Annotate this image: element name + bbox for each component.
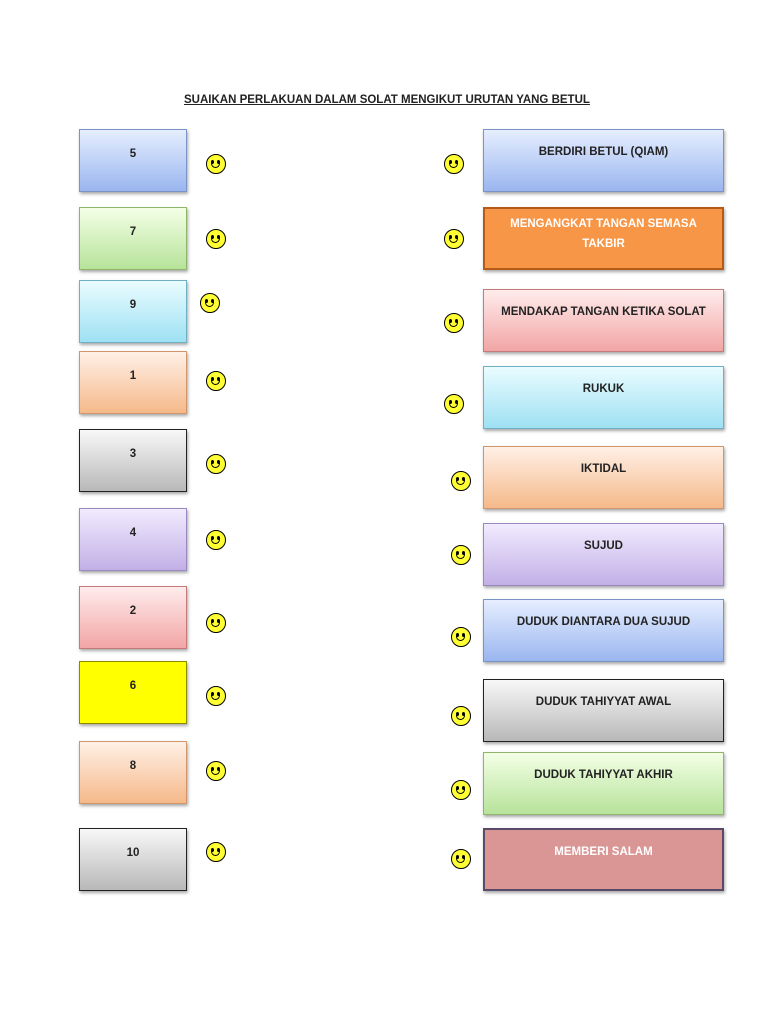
number-box-2[interactable]: 7 — [79, 207, 187, 270]
action-box-qiam[interactable]: BERDIRI BETUL (QIAM) — [483, 129, 724, 192]
number-box-1[interactable]: 5 — [79, 129, 187, 192]
smiley-face-icon[interactable] — [451, 471, 471, 491]
action-box-takbir[interactable]: MENGANGKAT TANGAN SEMASA TAKBIR — [483, 207, 724, 270]
smiley-face-icon[interactable] — [206, 154, 226, 174]
number-box-9[interactable]: 8 — [79, 741, 187, 804]
action-box-salam[interactable]: MEMBERI SALAM — [483, 828, 724, 891]
smiley-face-icon[interactable] — [444, 394, 464, 414]
smiley-face-icon[interactable] — [444, 313, 464, 333]
number-box-7[interactable]: 2 — [79, 586, 187, 649]
smiley-face-icon[interactable] — [206, 371, 226, 391]
smiley-face-icon[interactable] — [451, 706, 471, 726]
number-box-6[interactable]: 4 — [79, 508, 187, 571]
action-box-iktidal[interactable]: IKTIDAL — [483, 446, 724, 509]
smiley-face-icon[interactable] — [200, 293, 220, 313]
action-box-tahiyyat-akhir[interactable]: DUDUK TAHIYYAT AKHIR — [483, 752, 724, 815]
number-box-8[interactable]: 6 — [79, 661, 187, 724]
action-box-duduk-diantara[interactable]: DUDUK DIANTARA DUA SUJUD — [483, 599, 724, 662]
smiley-face-icon[interactable] — [206, 229, 226, 249]
smiley-face-icon[interactable] — [206, 530, 226, 550]
smiley-face-icon[interactable] — [206, 454, 226, 474]
smiley-face-icon[interactable] — [206, 613, 226, 633]
smiley-face-icon[interactable] — [206, 761, 226, 781]
smiley-face-icon[interactable] — [451, 545, 471, 565]
smiley-face-icon[interactable] — [444, 229, 464, 249]
number-box-3[interactable]: 9 — [79, 280, 187, 343]
worksheet-title: SUAIKAN PERLAKUAN DALAM SOLAT MENGIKUT URUTAN YANG BETUL — [184, 94, 590, 106]
smiley-face-icon[interactable] — [206, 686, 226, 706]
action-box-tahiyyat-awal[interactable]: DUDUK TAHIYYAT AWAL — [483, 679, 724, 742]
smiley-face-icon[interactable] — [206, 842, 226, 862]
action-box-sujud[interactable]: SUJUD — [483, 523, 724, 586]
number-box-10[interactable]: 10 — [79, 828, 187, 891]
action-box-rukuk[interactable]: RUKUK — [483, 366, 724, 429]
number-box-4[interactable]: 1 — [79, 351, 187, 414]
smiley-face-icon[interactable] — [451, 849, 471, 869]
smiley-face-icon[interactable] — [444, 154, 464, 174]
number-box-5[interactable]: 3 — [79, 429, 187, 492]
smiley-face-icon[interactable] — [451, 780, 471, 800]
action-box-mendakap[interactable]: MENDAKAP TANGAN KETIKA SOLAT — [483, 289, 724, 352]
smiley-face-icon[interactable] — [451, 627, 471, 647]
